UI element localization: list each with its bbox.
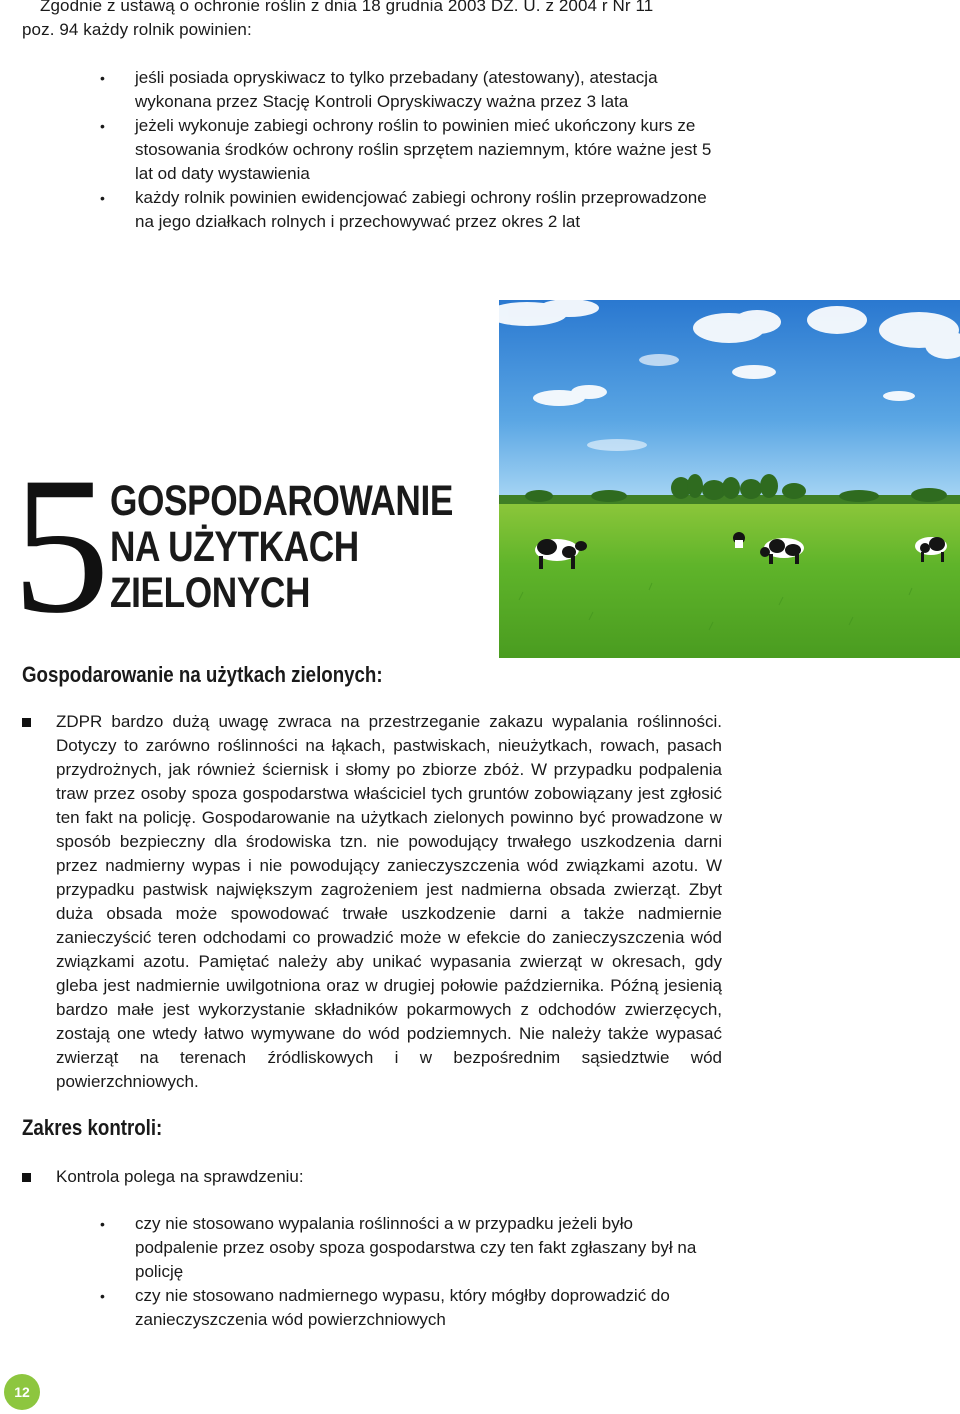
chapter-title-line-2: NA UŻYTKACH [110,523,359,571]
square-bullet-icon [22,1173,31,1182]
intro-text [22,0,722,42]
control-intro [22,1165,722,1189]
chapter-number: 5 [12,437,110,654]
chapter-title-line-1: GOSPODAROWANIE [110,477,453,525]
section-heading-management: Gospodarowanie na użytkach zielonych: [22,662,383,687]
paragraph-text: ZDPR bardzo dużą uwagę zwraca na przestrzeganie zakazu wypalania roślinności. Dotyczy to zarówno roślinności na łąkach, pastwiskach, nieużytkach, rowach, pasach przydrożnych, jak również ściernisk i słomy po zbiorze zbóż. W przypadku podpalenia traw przez osoby spoza gospodarstwa właściciel tych gruntów zobowiązany jest zgłosić ten fakt na policję. Gospodarowanie na użytkach zielonych powinno być prowadzone w sposób bezpieczny dla środowiska tzn. nie powodujący trwałego uszkodzenia darni przez nadmierny wypas i nie powodujący zanieczyszczenia wód związkami azotu. W przypadku pastwisk największym zagrożeniem jest nadmierna obsada zwierząt. Zbyt duża obsada może spowodować trwałe uszkodzenie darni a także nadmiernie zanieczyścić teren odchodami co prowadzić może w efekcie do zanieczyszczenia wód związkami azotu. Pamiętać należy aby unikać wypasania zwierząt w okresach, gdy gleba jest nadmiernie uwilgotniona oraz w drugiej połowie października. Późną jesienią bardzo małe jest wykorzystanie składników pokarmowych z odchodów zwierzęcych, zostają one wtedy łatwo wymywane do wód podziemnych. Nie należy także wypasać zwierząt na terenach źródliskowych i w bezpośrednim sąsiedztwie wód powierzchniowych. [56,712,722,1091]
list-item: • czy nie stosowano nadmiernego wypasu, który mógłby doprowadzić do zanieczyszczenia wód powierzchniowych [100,1284,720,1332]
intro-line-1: Zgodnie z ustawą o ochronie roślin z dnia 18 grudnia 2003 DZ. U. z 2004 r Nr 11 [40,0,654,15]
list-item: • każdy rolnik powinien ewidencjować zabiegi ochrony roślin przeprowadzone na jego działkach rolnych i przechowywać przez okres 2 lat [100,186,720,234]
control-intro-text: Kontrola polega na sprawdzeniu: [56,1167,304,1186]
requirements-list [100,66,720,234]
management-paragraph [22,710,722,1094]
list-item: • jeśli posiada opryskiwacz to tylko przebadany (atestowany), atestacja wykonana przez Stację Kontroli Opryskiwaczy ważna przez 3 lata [100,66,720,114]
chapter-title-line-3: ZIELONYCH [110,569,311,617]
list-item: • jeżeli wykonuje zabiegi ochrony roślin to powinien mieć ukończony kurs ze stosowania środków ochrony roślin sprzętem naziemnym, które ważne jest 5 lat od daty wystawienia [100,114,720,186]
square-bullet-icon [22,718,31,727]
page-number-badge: 12 [4,1374,40,1410]
section-heading-control: Zakres kontroli: [22,1115,163,1140]
list-item: • czy nie stosowano wypalania roślinności a w przypadku jeżeli było podpalenie przez osoby spoza gospodarstwa czy ten fakt zgłaszany był na policję [100,1212,720,1284]
control-list [100,1212,720,1332]
intro-line-2: poz. 94 każdy rolnik powinien: [22,20,252,39]
pasture-cows-photo [499,300,960,658]
chapter-title [110,478,453,616]
